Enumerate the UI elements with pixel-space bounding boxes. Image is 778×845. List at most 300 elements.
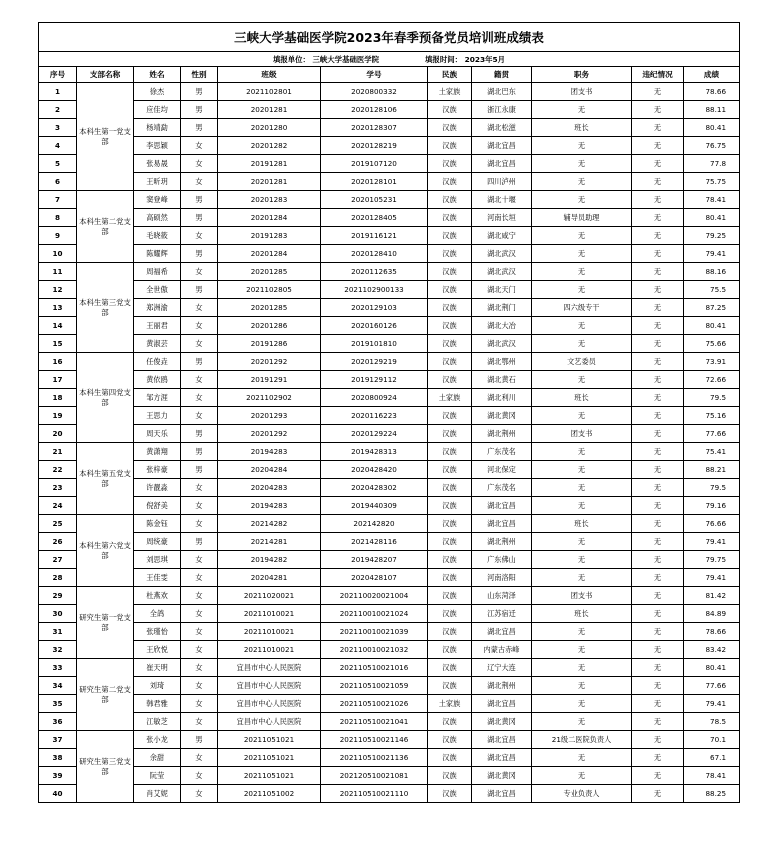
cell-position: 无 — [532, 173, 632, 191]
cell-score: 81.42 — [684, 587, 740, 605]
cell-gender: 女 — [181, 749, 218, 767]
cell-class: 20201293 — [218, 407, 321, 425]
cell-student-id: 202110510021110 — [321, 785, 428, 803]
cell-gender: 女 — [181, 335, 218, 353]
score-table — [38, 22, 740, 803]
cell-discipline: 无 — [632, 677, 684, 695]
cell-ethnicity: 汉族 — [428, 173, 472, 191]
cell-score: 83.42 — [684, 641, 740, 659]
cell-index: 32 — [39, 641, 77, 659]
cell-discipline: 无 — [632, 191, 684, 209]
cell-name: 黄淑芸 — [134, 335, 181, 353]
cell-ethnicity: 汉族 — [428, 425, 472, 443]
cell-hometown: 湖北荆州 — [472, 425, 532, 443]
cell-hometown: 湖北鄂州 — [472, 353, 532, 371]
cell-student-id: 2019101810 — [321, 335, 428, 353]
cell-name: 窦登峰 — [134, 191, 181, 209]
cell-discipline: 无 — [632, 569, 684, 587]
cell-hometown: 湖北荆州 — [472, 677, 532, 695]
cell-discipline: 无 — [632, 713, 684, 731]
cell-hometown: 湖北十堰 — [472, 191, 532, 209]
cell-discipline: 无 — [632, 479, 684, 497]
cell-gender: 男 — [181, 425, 218, 443]
cell-hometown: 湖北宜昌 — [472, 695, 532, 713]
cell-ethnicity: 汉族 — [428, 137, 472, 155]
cell-student-id: 2020428107 — [321, 569, 428, 587]
cell-gender: 男 — [181, 461, 218, 479]
cell-discipline: 无 — [632, 641, 684, 659]
cell-name: 任俊垚 — [134, 353, 181, 371]
table-row — [39, 731, 740, 749]
unit-value: 三峡大学基础医学院 — [312, 54, 380, 64]
cell-discipline: 无 — [632, 767, 684, 785]
cell-ethnicity: 汉族 — [428, 191, 472, 209]
cell-ethnicity: 汉族 — [428, 587, 472, 605]
cell-position: 辅导员助理 — [532, 209, 632, 227]
cell-hometown: 河北保定 — [472, 461, 532, 479]
cell-position: 无 — [532, 479, 632, 497]
cell-student-id: 2020129103 — [321, 299, 428, 317]
cell-gender: 女 — [181, 173, 218, 191]
cell-discipline: 无 — [632, 371, 684, 389]
cell-name: 张小龙 — [134, 731, 181, 749]
cell-position: 无 — [532, 767, 632, 785]
cell-discipline: 无 — [632, 209, 684, 227]
cell-class: 2021102805 — [218, 281, 321, 299]
cell-student-id: 2020128307 — [321, 119, 428, 137]
cell-index: 13 — [39, 299, 77, 317]
cell-score: 72.66 — [684, 371, 740, 389]
cell-ethnicity: 汉族 — [428, 101, 472, 119]
cell-score: 77.66 — [684, 425, 740, 443]
cell-student-id: 202110510021059 — [321, 677, 428, 695]
cell-score: 88.25 — [684, 785, 740, 803]
header-hometown: 籍贯 — [472, 67, 532, 83]
cell-gender: 男 — [181, 443, 218, 461]
cell-gender: 女 — [181, 479, 218, 497]
cell-score: 88.16 — [684, 263, 740, 281]
cell-student-id: 202110010021039 — [321, 623, 428, 641]
cell-position: 无 — [532, 497, 632, 515]
cell-score: 75.66 — [684, 335, 740, 353]
table-row — [39, 659, 740, 677]
cell-hometown: 湖北咸宁 — [472, 227, 532, 245]
cell-student-id: 202110020021004 — [321, 587, 428, 605]
cell-class: 20201285 — [218, 299, 321, 317]
cell-index: 39 — [39, 767, 77, 785]
cell-hometown: 湖北大冶 — [472, 317, 532, 335]
cell-position: 无 — [532, 101, 632, 119]
cell-name: 陈耀辉 — [134, 245, 181, 263]
cell-position: 团支书 — [532, 83, 632, 101]
cell-ethnicity: 汉族 — [428, 569, 472, 587]
table-row — [39, 101, 740, 119]
header-ethnicity: 民族 — [428, 67, 472, 83]
cell-name: 陈金钰 — [134, 515, 181, 533]
cell-name: 黄依鸥 — [134, 371, 181, 389]
cell-name: 刘思琪 — [134, 551, 181, 569]
cell-discipline: 无 — [632, 389, 684, 407]
table-row — [39, 209, 740, 227]
cell-index: 2 — [39, 101, 77, 119]
cell-gender: 女 — [181, 695, 218, 713]
table-row — [39, 83, 740, 101]
cell-ethnicity: 汉族 — [428, 749, 472, 767]
cell-name: 应佳均 — [134, 101, 181, 119]
cell-class: 2021102902 — [218, 389, 321, 407]
table-row — [39, 137, 740, 155]
cell-position: 无 — [532, 281, 632, 299]
cell-discipline: 无 — [632, 335, 684, 353]
cell-gender: 女 — [181, 317, 218, 335]
table-row — [39, 569, 740, 587]
table-row — [39, 479, 740, 497]
cell-index: 8 — [39, 209, 77, 227]
cell-gender: 男 — [181, 101, 218, 119]
cell-index: 23 — [39, 479, 77, 497]
cell-student-id: 2019107120 — [321, 155, 428, 173]
cell-discipline: 无 — [632, 227, 684, 245]
cell-index: 9 — [39, 227, 77, 245]
header-gender: 性别 — [181, 67, 218, 83]
cell-discipline: 无 — [632, 155, 684, 173]
cell-student-id: 202110510021136 — [321, 749, 428, 767]
cell-position: 四六级专干 — [532, 299, 632, 317]
cell-gender: 女 — [181, 389, 218, 407]
header-name: 姓名 — [134, 67, 181, 83]
table-row — [39, 335, 740, 353]
cell-student-id: 2020128101 — [321, 173, 428, 191]
table-row — [39, 695, 740, 713]
cell-index: 30 — [39, 605, 77, 623]
cell-index: 17 — [39, 371, 77, 389]
cell-branch: 本科生第二党支部 — [77, 191, 134, 263]
cell-position: 无 — [532, 749, 632, 767]
cell-gender: 女 — [181, 371, 218, 389]
cell-class: 20204284 — [218, 461, 321, 479]
cell-ethnicity: 汉族 — [428, 677, 472, 695]
cell-score: 78.66 — [684, 623, 740, 641]
cell-position: 班长 — [532, 389, 632, 407]
cell-ethnicity: 汉族 — [428, 335, 472, 353]
cell-name: 全世傲 — [134, 281, 181, 299]
table-row — [39, 623, 740, 641]
table-row — [39, 317, 740, 335]
table-row — [39, 263, 740, 281]
header-class: 班级 — [218, 67, 321, 83]
cell-student-id: 2020428302 — [321, 479, 428, 497]
cell-ethnicity: 汉族 — [428, 551, 472, 569]
cell-discipline: 无 — [632, 281, 684, 299]
cell-student-id: 2019428313 — [321, 443, 428, 461]
cell-class: 20211010021 — [218, 623, 321, 641]
table-row — [39, 605, 740, 623]
cell-ethnicity: 汉族 — [428, 497, 472, 515]
cell-student-id: 202110010021032 — [321, 641, 428, 659]
cell-hometown: 河南长垣 — [472, 209, 532, 227]
cell-class: 20211010021 — [218, 605, 321, 623]
cell-hometown: 内蒙古赤峰 — [472, 641, 532, 659]
cell-discipline: 无 — [632, 659, 684, 677]
cell-student-id: 2019116121 — [321, 227, 428, 245]
cell-index: 28 — [39, 569, 77, 587]
cell-hometown: 湖北宜昌 — [472, 749, 532, 767]
cell-discipline: 无 — [632, 119, 684, 137]
cell-student-id: 2020128405 — [321, 209, 428, 227]
cell-name: 全鸽 — [134, 605, 181, 623]
cell-position: 文艺委员 — [532, 353, 632, 371]
cell-ethnicity: 汉族 — [428, 713, 472, 731]
cell-class: 20201281 — [218, 101, 321, 119]
cell-name: 杨靖勐 — [134, 119, 181, 137]
cell-discipline: 无 — [632, 461, 684, 479]
table-row — [39, 497, 740, 515]
cell-class: 20194283 — [218, 497, 321, 515]
table-row — [39, 461, 740, 479]
cell-index: 16 — [39, 353, 77, 371]
cell-student-id: 2020128219 — [321, 137, 428, 155]
cell-index: 5 — [39, 155, 77, 173]
cell-position: 无 — [532, 623, 632, 641]
cell-student-id: 2021428116 — [321, 533, 428, 551]
cell-score: 87.25 — [684, 299, 740, 317]
cell-name: 阮莹 — [134, 767, 181, 785]
cell-ethnicity: 汉族 — [428, 515, 472, 533]
header-index: 序号 — [39, 67, 77, 83]
table-row — [39, 785, 740, 803]
cell-student-id: 2019129112 — [321, 371, 428, 389]
unit-info — [39, 52, 740, 67]
cell-position: 无 — [532, 713, 632, 731]
cell-student-id: 202110510021016 — [321, 659, 428, 677]
cell-student-id: 2021102900133 — [321, 281, 428, 299]
cell-gender: 男 — [181, 119, 218, 137]
cell-student-id: 2020160126 — [321, 317, 428, 335]
cell-position: 班长 — [532, 605, 632, 623]
cell-score: 76.66 — [684, 515, 740, 533]
cell-index: 22 — [39, 461, 77, 479]
cell-class: 20201284 — [218, 209, 321, 227]
cell-name: 倪舒美 — [134, 497, 181, 515]
cell-student-id: 2019440309 — [321, 497, 428, 515]
cell-discipline: 无 — [632, 443, 684, 461]
cell-index: 14 — [39, 317, 77, 335]
cell-score: 78.41 — [684, 767, 740, 785]
cell-position: 班长 — [532, 119, 632, 137]
cell-name: 崔天明 — [134, 659, 181, 677]
cell-ethnicity: 汉族 — [428, 659, 472, 677]
cell-ethnicity: 汉族 — [428, 353, 472, 371]
cell-ethnicity: 汉族 — [428, 623, 472, 641]
cell-score: 77.8 — [684, 155, 740, 173]
cell-discipline: 无 — [632, 173, 684, 191]
cell-class: 20201284 — [218, 245, 321, 263]
cell-gender: 女 — [181, 623, 218, 641]
cell-name: 张易晟 — [134, 155, 181, 173]
cell-branch: 本科生第三党支部 — [77, 263, 134, 353]
cell-class: 20201280 — [218, 119, 321, 137]
cell-ethnicity: 汉族 — [428, 407, 472, 425]
cell-student-id: 2020128106 — [321, 101, 428, 119]
cell-position: 无 — [532, 695, 632, 713]
cell-student-id: 202110510021041 — [321, 713, 428, 731]
cell-position: 无 — [532, 461, 632, 479]
cell-gender: 女 — [181, 263, 218, 281]
cell-score: 80.41 — [684, 317, 740, 335]
cell-index: 38 — [39, 749, 77, 767]
cell-position: 无 — [532, 335, 632, 353]
cell-name: 王昕玥 — [134, 173, 181, 191]
time-value: 2023年5月 — [464, 54, 506, 64]
cell-index: 35 — [39, 695, 77, 713]
cell-name: 王佳雯 — [134, 569, 181, 587]
cell-ethnicity: 汉族 — [428, 299, 472, 317]
cell-ethnicity: 汉族 — [428, 263, 472, 281]
table-row — [39, 407, 740, 425]
cell-discipline: 无 — [632, 353, 684, 371]
cell-gender: 男 — [181, 191, 218, 209]
cell-discipline: 无 — [632, 587, 684, 605]
cell-class: 宜昌市中心人民医院 — [218, 695, 321, 713]
table-row — [39, 155, 740, 173]
header-position: 职务 — [532, 67, 632, 83]
cell-score: 67.1 — [684, 749, 740, 767]
cell-class: 20211020021 — [218, 587, 321, 605]
cell-score: 79.16 — [684, 497, 740, 515]
cell-class: 20211051021 — [218, 749, 321, 767]
cell-name: 杜燕欢 — [134, 587, 181, 605]
cell-student-id: 2020112635 — [321, 263, 428, 281]
cell-position: 专业负责人 — [532, 785, 632, 803]
cell-hometown: 湖北荆门 — [472, 299, 532, 317]
cell-class: 20204283 — [218, 479, 321, 497]
cell-score: 80.41 — [684, 209, 740, 227]
cell-score: 78.66 — [684, 83, 740, 101]
cell-class: 20201292 — [218, 353, 321, 371]
cell-name: 毛晓筱 — [134, 227, 181, 245]
cell-gender: 女 — [181, 677, 218, 695]
time-label: 填报时间： — [425, 54, 462, 64]
cell-name: 郑洲渝 — [134, 299, 181, 317]
cell-position: 无 — [532, 245, 632, 263]
cell-index: 25 — [39, 515, 77, 533]
cell-gender: 女 — [181, 407, 218, 425]
cell-gender: 女 — [181, 155, 218, 173]
table-row — [39, 551, 740, 569]
cell-name: 江敏芝 — [134, 713, 181, 731]
cell-name: 周天乐 — [134, 425, 181, 443]
cell-score: 80.41 — [684, 119, 740, 137]
cell-position: 无 — [532, 371, 632, 389]
cell-gender: 男 — [181, 245, 218, 263]
cell-discipline: 无 — [632, 497, 684, 515]
cell-index: 19 — [39, 407, 77, 425]
cell-ethnicity: 汉族 — [428, 155, 472, 173]
cell-student-id: 2020428420 — [321, 461, 428, 479]
cell-student-id: 2020128410 — [321, 245, 428, 263]
cell-gender: 女 — [181, 497, 218, 515]
table-row — [39, 749, 740, 767]
table-row — [39, 641, 740, 659]
cell-student-id: 2020129224 — [321, 425, 428, 443]
cell-position: 无 — [532, 407, 632, 425]
cell-discipline: 无 — [632, 695, 684, 713]
cell-name: 张梓豪 — [134, 461, 181, 479]
cell-class: 20204281 — [218, 569, 321, 587]
cell-hometown: 广东茂名 — [472, 443, 532, 461]
cell-class: 20201292 — [218, 425, 321, 443]
cell-position: 无 — [532, 443, 632, 461]
cell-score: 79.41 — [684, 569, 740, 587]
cell-hometown: 湖北宜昌 — [472, 155, 532, 173]
cell-score: 88.21 — [684, 461, 740, 479]
cell-score: 79.41 — [684, 533, 740, 551]
cell-ethnicity: 汉族 — [428, 371, 472, 389]
cell-score: 80.41 — [684, 659, 740, 677]
cell-ethnicity: 汉族 — [428, 227, 472, 245]
cell-hometown: 湖北荆州 — [472, 533, 532, 551]
cell-score: 84.89 — [684, 605, 740, 623]
cell-score: 73.91 — [684, 353, 740, 371]
table-row — [39, 767, 740, 785]
cell-hometown: 湖北利川 — [472, 389, 532, 407]
cell-score: 75.75 — [684, 173, 740, 191]
cell-index: 33 — [39, 659, 77, 677]
cell-score: 79.5 — [684, 479, 740, 497]
sheet-title: 三峡大学基础医学院2023年春季预备党员培训班成绩表 — [39, 23, 740, 52]
unit-label: 填报单位： — [272, 54, 310, 64]
cell-class: 20201282 — [218, 137, 321, 155]
cell-index: 29 — [39, 587, 77, 605]
cell-student-id: 2020800924 — [321, 389, 428, 407]
cell-gender: 女 — [181, 551, 218, 569]
cell-hometown: 湖北宜昌 — [472, 515, 532, 533]
cell-class: 20201283 — [218, 191, 321, 209]
cell-name: 王欣悦 — [134, 641, 181, 659]
cell-gender: 女 — [181, 605, 218, 623]
cell-ethnicity: 汉族 — [428, 767, 472, 785]
cell-discipline: 无 — [632, 731, 684, 749]
cell-discipline: 无 — [632, 623, 684, 641]
cell-position: 无 — [532, 155, 632, 173]
cell-hometown: 广东茂名 — [472, 479, 532, 497]
cell-student-id: 202110510021146 — [321, 731, 428, 749]
cell-ethnicity: 汉族 — [428, 245, 472, 263]
cell-gender: 男 — [181, 533, 218, 551]
cell-name: 徐杰 — [134, 83, 181, 101]
cell-class: 20201281 — [218, 173, 321, 191]
cell-index: 24 — [39, 497, 77, 515]
cell-position: 无 — [532, 641, 632, 659]
cell-hometown: 湖北武汉 — [472, 263, 532, 281]
cell-hometown: 湖北武汉 — [472, 335, 532, 353]
cell-discipline: 无 — [632, 749, 684, 767]
cell-position: 团支书 — [532, 425, 632, 443]
cell-discipline: 无 — [632, 515, 684, 533]
cell-discipline: 无 — [632, 605, 684, 623]
cell-class: 宜昌市中心人民医院 — [218, 713, 321, 731]
cell-student-id: 2020105231 — [321, 191, 428, 209]
cell-discipline: 无 — [632, 263, 684, 281]
cell-gender: 女 — [181, 641, 218, 659]
cell-ethnicity: 汉族 — [428, 281, 472, 299]
cell-ethnicity: 汉族 — [428, 461, 472, 479]
cell-index: 3 — [39, 119, 77, 137]
cell-score: 79.41 — [684, 245, 740, 263]
cell-discipline: 无 — [632, 785, 684, 803]
table-row — [39, 191, 740, 209]
cell-position: 无 — [532, 317, 632, 335]
